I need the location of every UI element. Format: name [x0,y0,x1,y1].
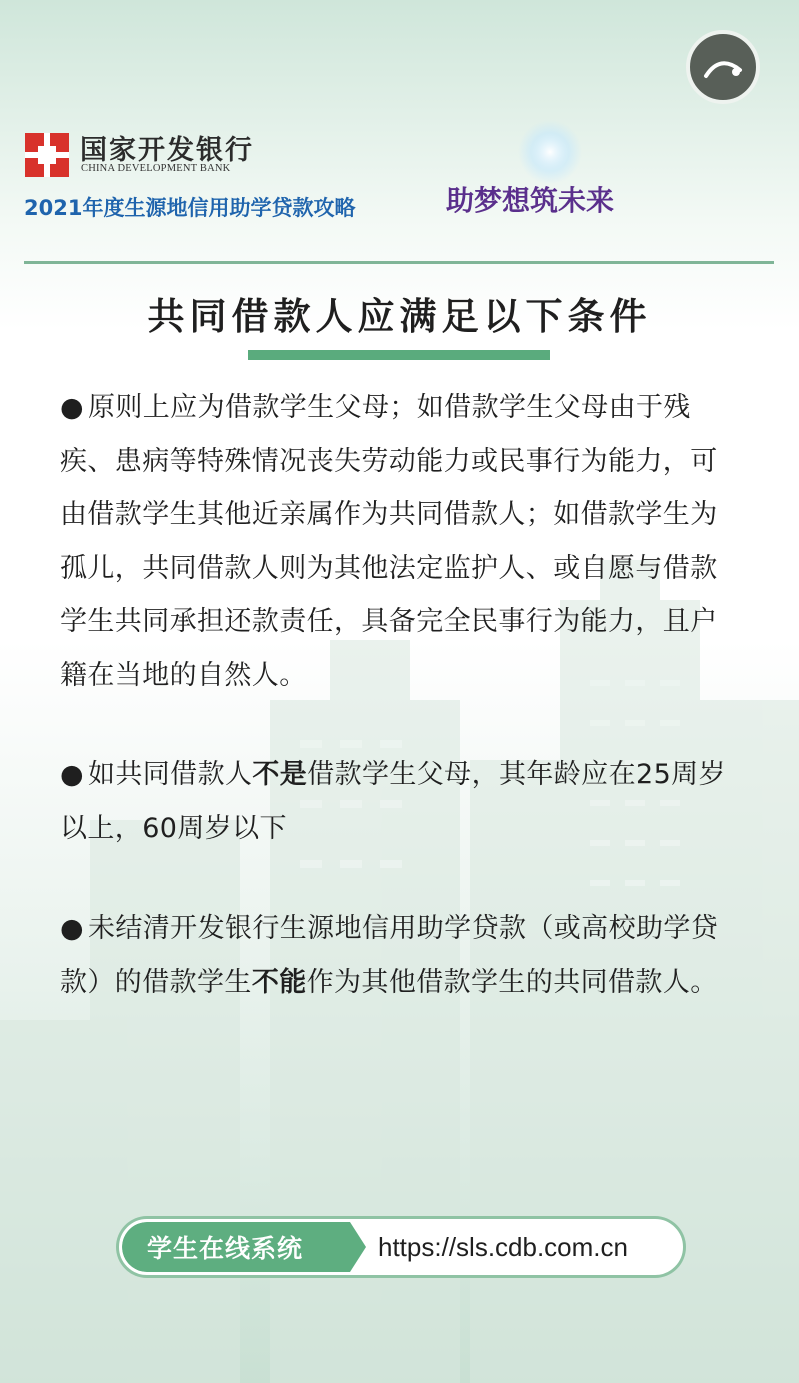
bank-name-cn: 国家开发银行 [80,135,254,166]
condition-3-text-pre: 未结清开发银行生源地信用助学贷款（或高校助学贷款）的借款学生 [60,913,719,998]
condition-item-2 [60,748,740,855]
section-title: 共同借款人应满足以下条件 [147,295,652,338]
header-divider [24,261,774,264]
header-subtitle: 2021年度生源地信用助学贷款攻略 [24,196,356,220]
condition-3-text-bold: 不能 [251,966,307,998]
condition-2-text-pre: 如共同借款人 [87,759,253,790]
condition-2-text-bold: 不是 [252,759,308,790]
close-button[interactable] [686,30,760,104]
bullet-icon: ● [60,759,84,790]
system-url[interactable]: https://sls.cdb.com.cn [378,1231,628,1262]
title-underline [248,350,550,360]
condition-3-text-post: 作为其他借款学生的共同借款人。 [306,966,718,998]
slogan-text: 助梦想筑未来 [446,184,615,217]
condition-item-1 [60,381,740,702]
system-label: 学生在线系统 [122,1222,350,1272]
slogan-artwork [440,112,720,242]
condition-item-3 [60,902,740,1009]
bullet-icon: ● [60,392,84,423]
system-link-pill[interactable] [119,1219,683,1275]
bullet-icon: ● [60,913,84,944]
cdb-logo-icon [25,133,69,177]
bank-name-en: CHINA DEVELOPMENT BANK [81,163,231,174]
condition-1-text: 原则上应为借款学生父母；如借款学生父母由于残疾、患病等特殊情况丧失劳动能力或民事行为能力，可由借款学生其他近亲属作为共同借款人；如借款学生为孤儿，共同借款人则为其他法定监护人、或自愿与借款学生共同承担还款责任，具备完全民事行为能力，且户籍在当地的自然人。 [60,392,718,691]
close-arc-icon [700,52,746,82]
condition-2-text-post: 借款学生父母，其年龄应在25周岁以上，60周岁以下 [60,759,726,844]
